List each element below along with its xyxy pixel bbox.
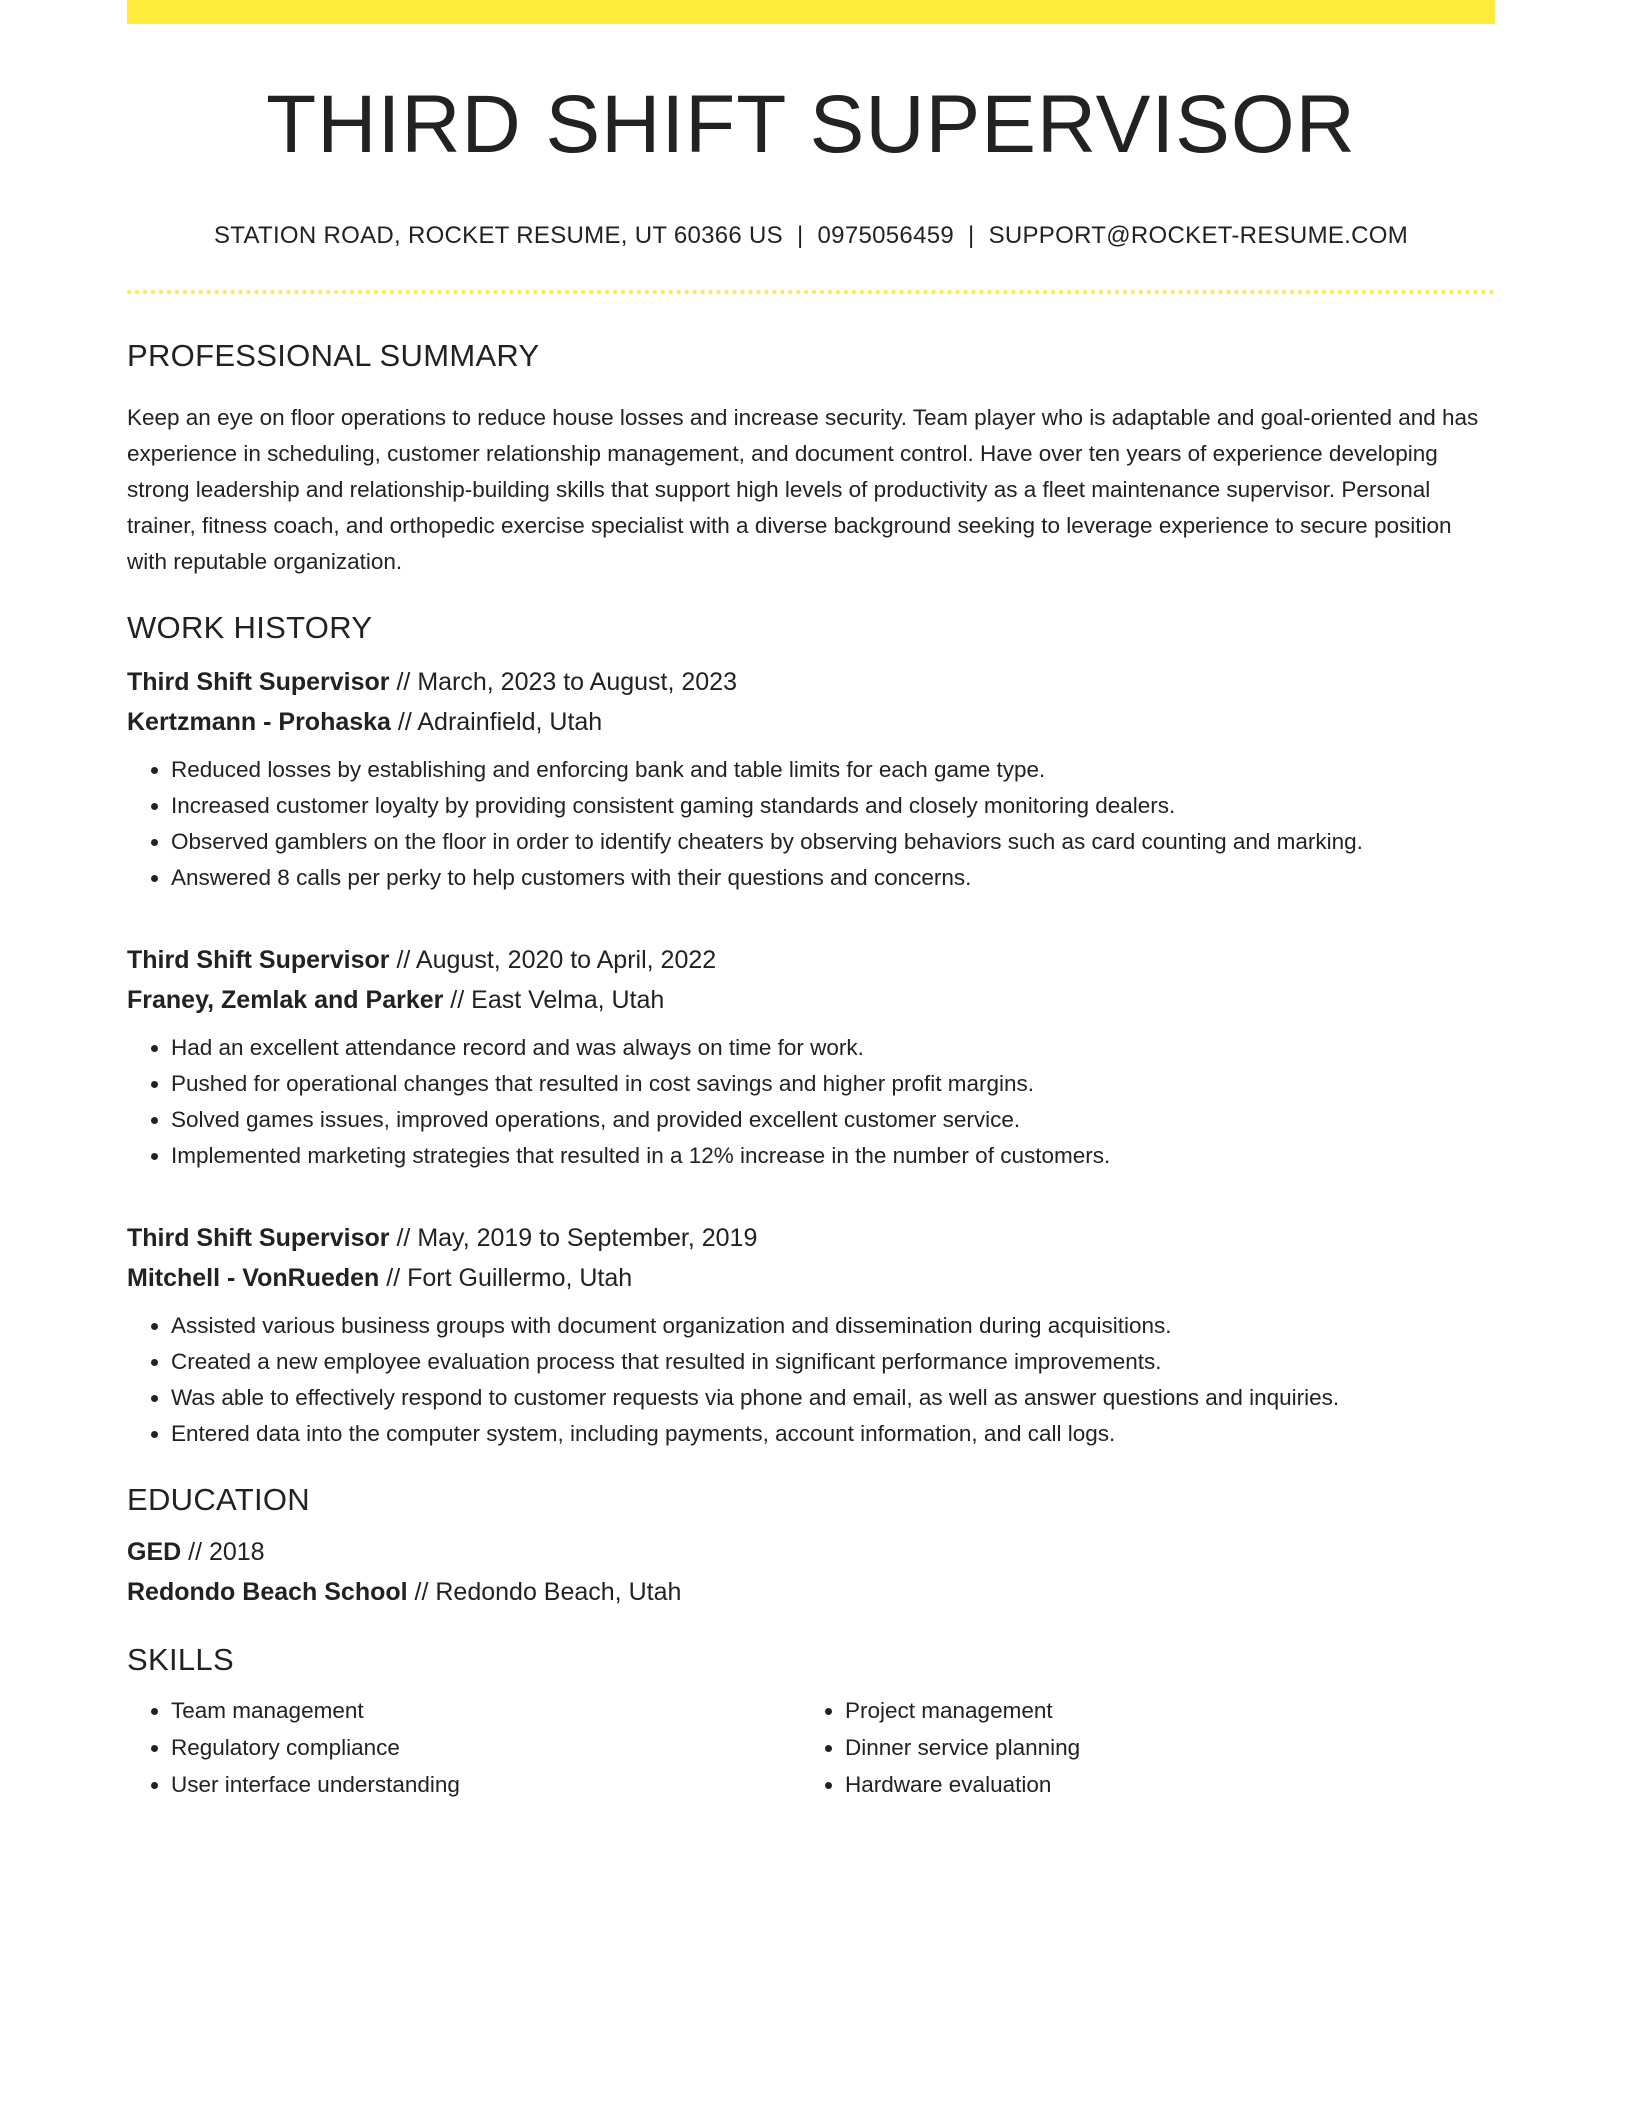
job-bullet: • Entered data into the computer system, including payments, account information, and call logs. [171, 1416, 1495, 1452]
job-bullets [127, 752, 1495, 896]
resume-page [127, 0, 1495, 1803]
resume-title: THIRD SHIFT SUPERVISOR [266, 79, 1356, 170]
education-heading: EDUCATION [127, 1482, 310, 1517]
job-dates: // May, 2019 to September, 2019 [389, 1224, 758, 1252]
education-degree-line [127, 1532, 1495, 1572]
summary-heading: PROFESSIONAL SUMMARY [127, 338, 540, 373]
dotted-divider [127, 290, 1495, 294]
job-bullets [127, 1308, 1495, 1452]
skills-heading: SKILLS [127, 1642, 234, 1677]
job-dates: // August, 2020 to April, 2022 [389, 946, 717, 974]
contact-address: STATION ROAD, ROCKET RESUME, UT 60366 US [213, 222, 783, 249]
job-bullet: • Answered 8 calls per perky to help customers with their questions and concerns. [171, 860, 1495, 896]
education-location: // Redondo Beach, Utah [407, 1578, 682, 1606]
job-role: Third Shift Supervisor [127, 946, 390, 974]
job-company: Kertzmann - Prohaska [127, 708, 391, 736]
job-bullet: • Reduced losses by establishing and enforcing bank and table limits for each game type. [171, 752, 1495, 788]
education-degree: GED [127, 1538, 182, 1566]
skills-column-left [127, 1692, 801, 1803]
work-history-heading: WORK HISTORY [127, 610, 373, 645]
job-entry [127, 940, 1495, 1174]
education-entry [127, 1532, 1495, 1612]
job-bullet: • Assisted various business groups with document organization and dissemination during acquisitions. [171, 1308, 1495, 1344]
job-bullet: • Had an excellent attendance record and was always on time for work. [171, 1030, 1495, 1066]
job-bullet: • Increased customer loyalty by providing consistent gaming standards and closely monitoring dealers. [171, 788, 1495, 824]
job-bullet: • Observed gamblers on the floor in order to identify cheaters by observing behaviors such as card counting and marking. [171, 824, 1495, 860]
job-bullet: • Solved games issues, improved operations, and provided excellent customer service. [171, 1102, 1495, 1138]
education-school: Redondo Beach School [127, 1578, 408, 1606]
education-year: // 2018 [181, 1538, 265, 1566]
job-role-line [127, 662, 1495, 702]
job-role-line [127, 1218, 1495, 1258]
skill-item: • Team management [171, 1692, 801, 1729]
job-bullet: • Pushed for operational changes that resulted in cost savings and higher profit margins. [171, 1066, 1495, 1102]
skills-column-right [801, 1692, 1475, 1803]
contact-separator: | [796, 222, 804, 249]
job-role: Third Shift Supervisor [127, 1224, 390, 1252]
accent-top-bar [127, 0, 1495, 24]
job-company: Mitchell - VonRueden [127, 1264, 380, 1292]
job-location: // Adrainfield, Utah [390, 708, 603, 736]
job-role-line [127, 940, 1495, 980]
skill-item: • Dinner service planning [845, 1729, 1475, 1766]
job-role: Third Shift Supervisor [127, 668, 390, 696]
job-bullet: • Created a new employee evaluation process that resulted in significant performance improvements. [171, 1344, 1495, 1380]
summary-text: Keep an eye on floor operations to reduce house losses and increase security. Team player who is adaptable and goal-oriented and has experience in scheduling, customer relationship management, and document control. Have over ten years of experience developing strong leadership and relationship-building skills that support high levels of productivity as a fleet maintenance supervisor. Personal trainer, fitness coach, and orthopedic exercise specialist with a diverse background seeking to leverage experience to secure position with reputable organization. [127, 405, 1479, 574]
job-entry [127, 1218, 1495, 1452]
job-company-line [127, 980, 1495, 1020]
skill-item: • User interface understanding [171, 1766, 801, 1803]
contact-email: SUPPORT@ROCKET-RESUME.COM [988, 222, 1409, 249]
job-bullets [127, 1030, 1495, 1174]
contact-line [127, 222, 1495, 250]
contact-phone: 0975056459 [817, 222, 955, 249]
skill-item: • Hardware evaluation [845, 1766, 1475, 1803]
job-location: // East Velma, Utah [443, 986, 665, 1014]
skills-grid [127, 1692, 1495, 1803]
job-bullet: • Was able to effectively respond to customer requests via phone and email, as well as answer questions and inquiries. [171, 1380, 1495, 1416]
job-location: // Fort Guillermo, Utah [379, 1264, 633, 1292]
skill-item: • Project management [845, 1692, 1475, 1729]
education-school-line [127, 1572, 1495, 1612]
job-company-line [127, 702, 1495, 742]
contact-separator: | [968, 222, 975, 249]
job-dates: // March, 2023 to August, 2023 [389, 668, 737, 696]
job-company: Franey, Zemlak and Parker [127, 986, 444, 1014]
job-bullet: • Implemented marketing strategies that resulted in a 12% increase in the number of customers. [171, 1138, 1495, 1174]
job-entry [127, 662, 1495, 896]
skill-item: • Regulatory compliance [171, 1729, 801, 1766]
job-company-line [127, 1258, 1495, 1298]
